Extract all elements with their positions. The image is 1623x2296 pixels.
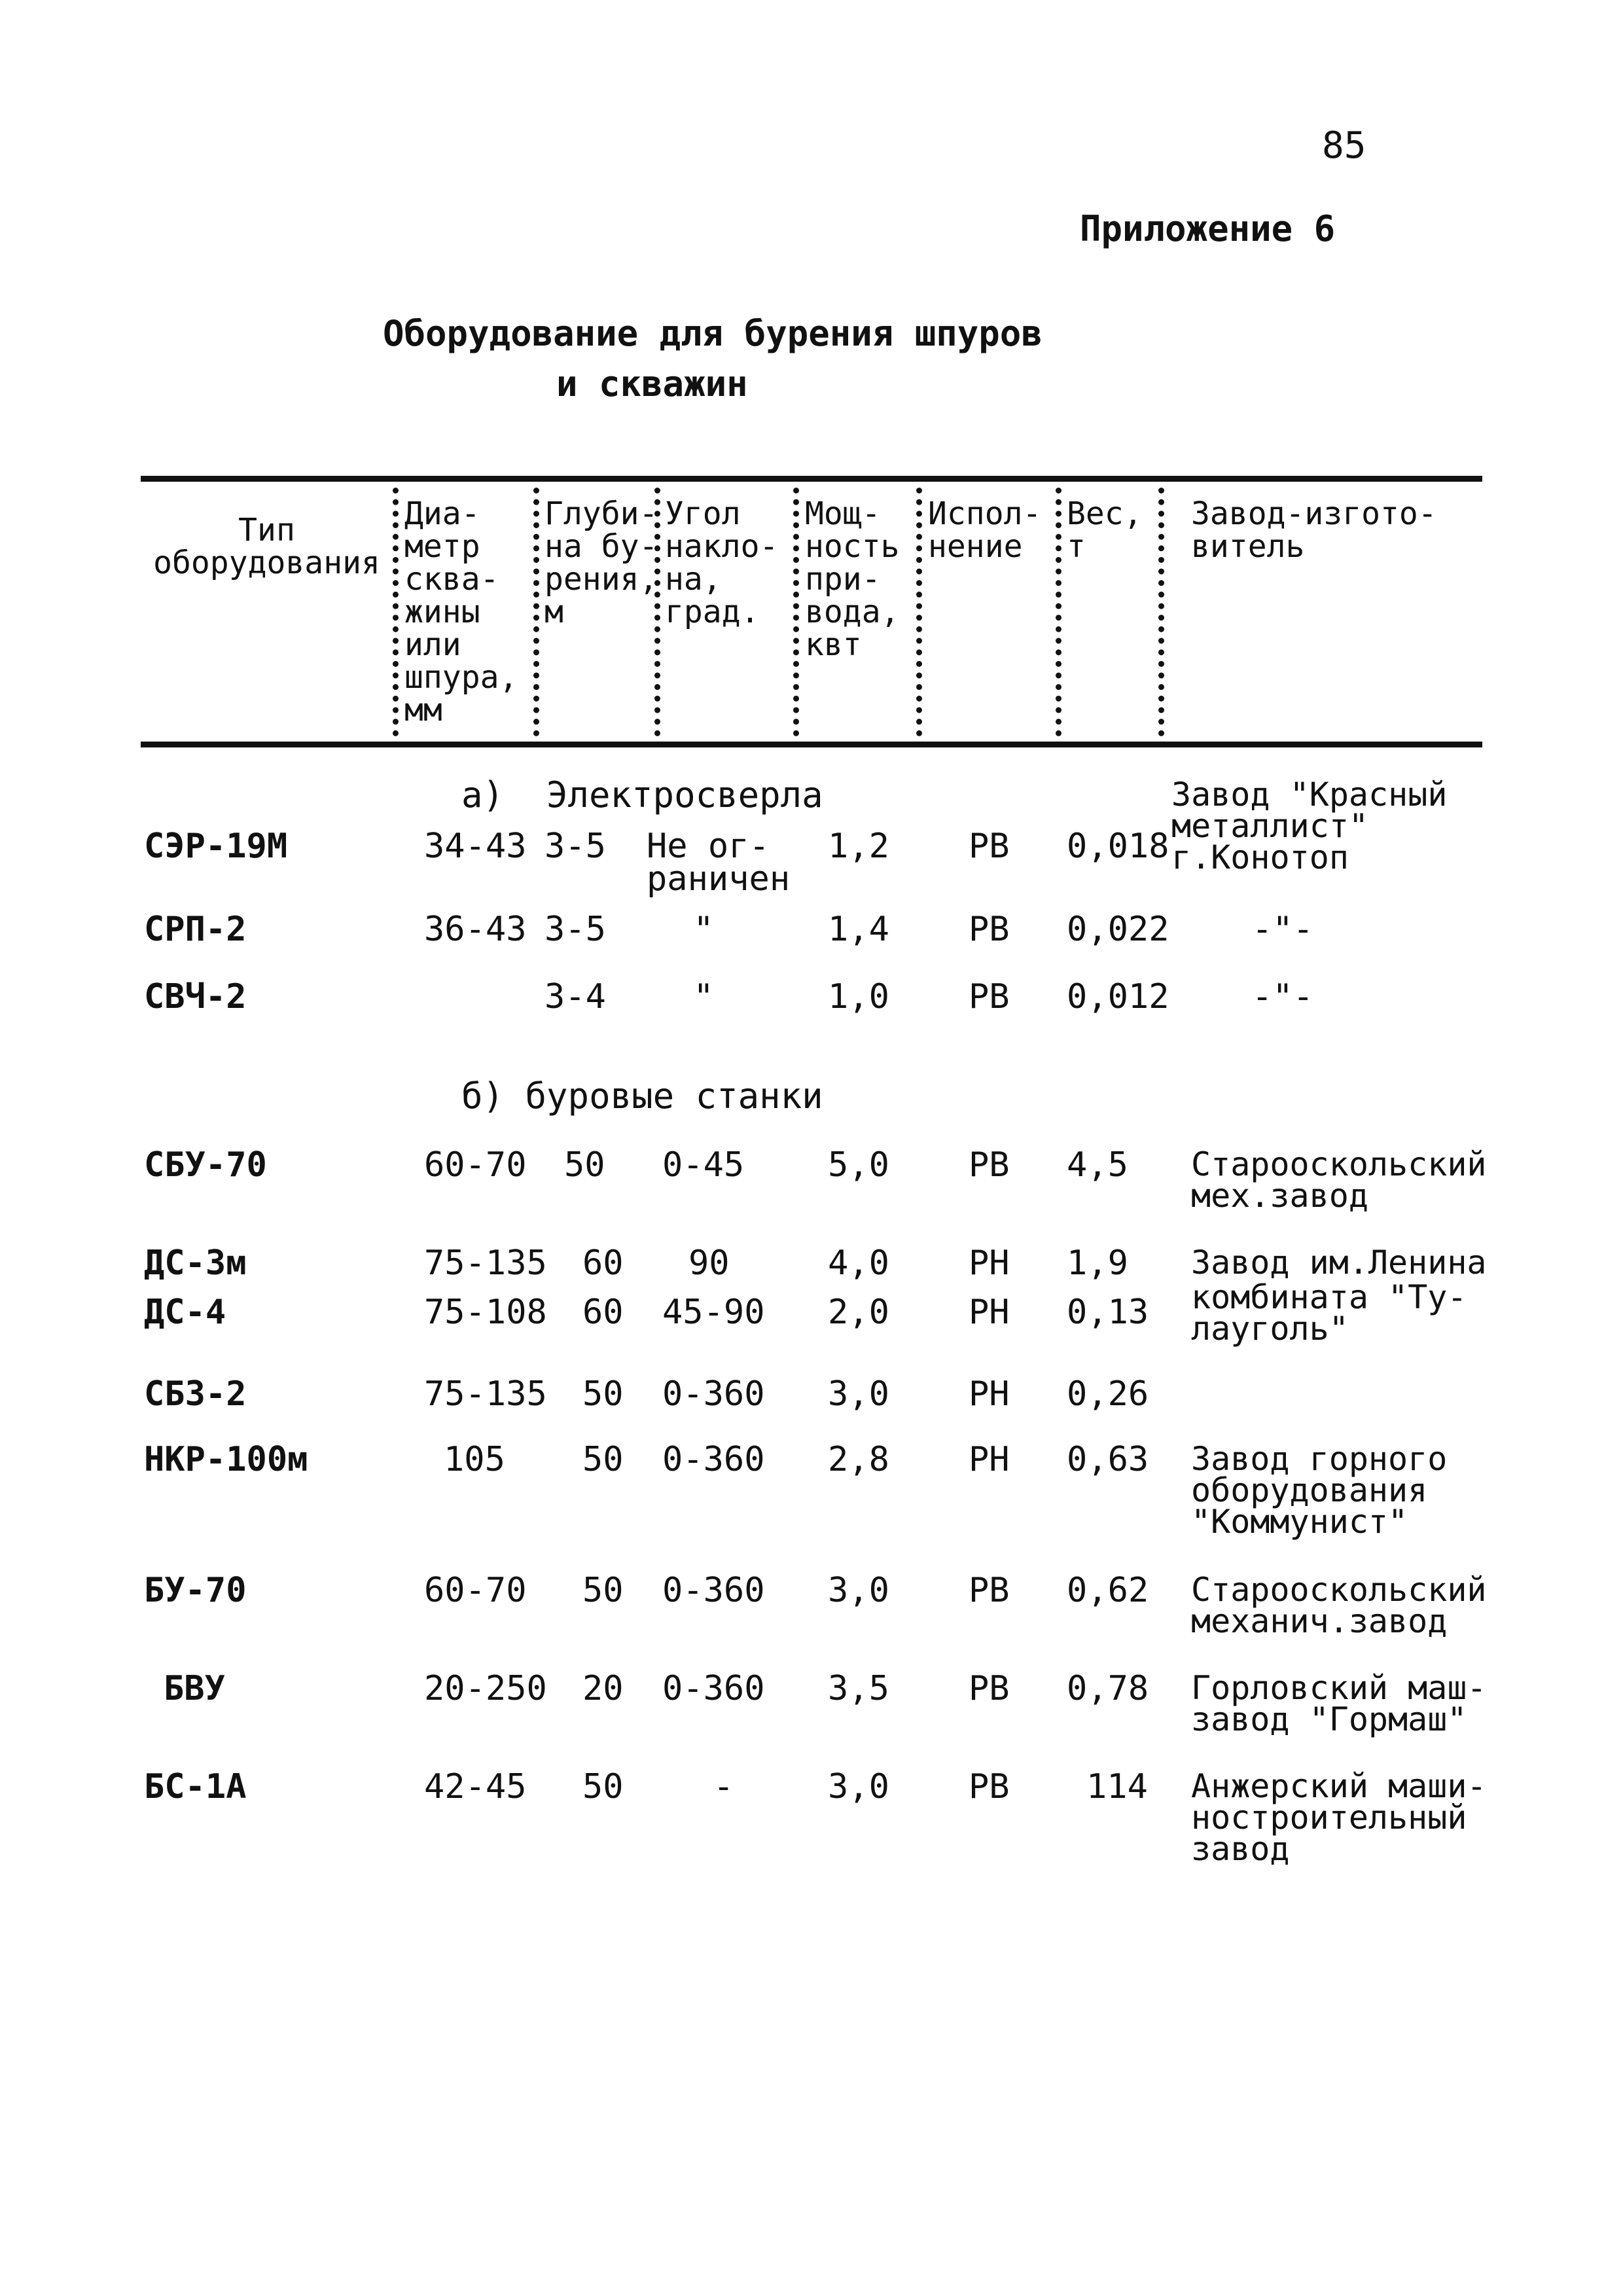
row-execution: РВ	[969, 1145, 1010, 1185]
row-type: БУ-70	[144, 1571, 247, 1610]
row-angle: 0-360	[662, 1374, 765, 1414]
row-diameter: 60-70	[424, 1571, 527, 1610]
row-manufacturer: Завод им.Ленина	[1191, 1244, 1487, 1282]
row-power: 4,0	[828, 1244, 889, 1283]
row-angle: 90	[688, 1244, 730, 1283]
row-depth: 50	[582, 1571, 624, 1610]
row-depth: 3-5	[544, 827, 606, 866]
row-diameter: 75-135	[424, 1374, 547, 1414]
row-depth: 50	[582, 1767, 624, 1806]
row-type: СБЗ-2	[144, 1374, 247, 1414]
row-power: 3,5	[828, 1669, 889, 1708]
row-diameter: 42-45	[424, 1767, 527, 1806]
row-depth: 3-4	[544, 977, 606, 1016]
row-weight: 0,13	[1067, 1293, 1149, 1332]
row-type: БВУ	[164, 1669, 225, 1708]
row-power: 1,4	[828, 910, 889, 949]
row-depth: 50	[582, 1440, 624, 1479]
row-angle: 0-45	[662, 1145, 745, 1185]
row-weight: 0,018	[1067, 827, 1169, 866]
row-type: СРП-2	[144, 910, 247, 949]
row-power: 5,0	[828, 1145, 889, 1185]
row-weight: 0,62	[1067, 1571, 1149, 1610]
table-title-line-2: и скважин	[556, 363, 748, 404]
header-depth: Глуби- на бу- рения, м	[544, 495, 658, 630]
row-diameter: 36-43	[424, 910, 527, 949]
row-execution: РВ	[969, 827, 1010, 866]
header-manufacturer: Завод-изгото- витель	[1191, 495, 1437, 565]
row-power: 1,2	[828, 827, 889, 866]
section-a-label: а)	[461, 774, 505, 816]
row-execution: РН	[969, 1293, 1010, 1332]
row-power: 2,8	[828, 1440, 889, 1479]
row-weight: 0,63	[1067, 1440, 1149, 1479]
row-type: СЭР-19М	[144, 827, 288, 866]
row-type: БС-1А	[144, 1767, 247, 1806]
section-a-manufacturer: Завод "Красный металлист" г.Конотоп	[1171, 776, 1448, 876]
row-type: ДС-4	[144, 1293, 226, 1332]
page-number: 85	[1322, 124, 1366, 167]
row-diameter: 60-70	[424, 1145, 527, 1185]
column-divider	[1056, 488, 1061, 736]
row-diameter: 75-135	[424, 1244, 547, 1283]
row-diameter: 20-250	[424, 1669, 547, 1708]
row-execution: РВ	[969, 1571, 1010, 1610]
row-power: 3,0	[828, 1571, 889, 1610]
row-diameter: 75-108	[424, 1293, 547, 1332]
row-depth: 50	[582, 1374, 624, 1414]
row-manufacturer: Завод горного оборудования "Коммунист"	[1191, 1440, 1448, 1541]
row-manufacturer: Старооскольский механич.завод	[1191, 1571, 1487, 1640]
row-manufacturer: Старооскольский мех.завод	[1191, 1145, 1487, 1215]
row-manufacturer: Анжерский маши- ностроительный завод	[1191, 1767, 1487, 1868]
row-type: ДС-3м	[144, 1244, 247, 1283]
row-manufacturer: комбината "Ту- лауголь"	[1191, 1278, 1467, 1348]
column-divider	[793, 488, 799, 736]
row-manufacturer: Горловский маш- завод "Гормаш"	[1191, 1669, 1487, 1738]
row-manufacturer: -"-	[1252, 910, 1313, 949]
row-depth: 3-5	[544, 910, 606, 949]
row-angle: Не ог- раничен	[647, 827, 791, 899]
row-weight: 0,022	[1067, 910, 1169, 949]
row-depth: 20	[582, 1669, 624, 1708]
row-angle: 0-360	[662, 1440, 765, 1479]
row-weight: 0,012	[1067, 977, 1169, 1016]
row-power: 1,0	[828, 977, 889, 1016]
table-title-line-1: Оборудование для бурения шпуров	[383, 313, 1043, 354]
row-weight: 4,5	[1067, 1145, 1128, 1185]
row-depth: 60	[582, 1293, 624, 1332]
row-type: НКР-100м	[144, 1440, 308, 1479]
row-weight: 1,9	[1067, 1244, 1128, 1283]
row-angle: 45-90	[662, 1293, 765, 1332]
header-execution: Испол- нение	[928, 495, 1042, 565]
header-power: Мощ- ность при- вода, квт	[805, 495, 900, 663]
row-angle: "	[693, 910, 714, 949]
row-manufacturer: -"-	[1252, 977, 1313, 1016]
appendix-label: Приложение 6	[1080, 208, 1336, 249]
row-power: 3,0	[828, 1374, 889, 1414]
header-top-rule	[141, 476, 1482, 482]
row-weight: 0,78	[1067, 1669, 1149, 1708]
row-depth: 50	[564, 1145, 605, 1185]
column-divider	[533, 488, 539, 736]
header-angle: Угол накло- на, град.	[665, 495, 779, 630]
row-execution: РВ	[969, 977, 1010, 1016]
section-a-title: Электросверла	[546, 774, 823, 816]
row-weight: 114	[1086, 1767, 1148, 1806]
row-angle: 0-360	[662, 1669, 765, 1708]
row-execution: РН	[969, 1244, 1010, 1283]
row-diameter: 34-43	[424, 827, 527, 866]
header-diameter: Диа- метр сква- жины или шпура, мм	[404, 495, 518, 728]
row-angle: -	[713, 1767, 734, 1806]
column-divider	[916, 488, 922, 736]
header-bottom-rule	[141, 742, 1482, 747]
row-angle: "	[693, 977, 714, 1016]
row-angle: 0-360	[662, 1571, 765, 1610]
row-execution: РВ	[969, 1767, 1010, 1806]
row-depth: 60	[582, 1244, 624, 1283]
header-type: Тип оборудования	[153, 512, 380, 581]
row-execution: РВ	[969, 1669, 1010, 1708]
row-type: СБУ-70	[144, 1145, 267, 1185]
row-execution: РН	[969, 1374, 1010, 1414]
row-weight: 0,26	[1067, 1374, 1149, 1414]
column-divider	[1158, 488, 1164, 736]
row-power: 3,0	[828, 1767, 889, 1806]
row-power: 2,0	[828, 1293, 889, 1332]
row-type: СВЧ-2	[144, 977, 247, 1016]
header-weight: Вес, т	[1067, 495, 1143, 565]
row-execution: РВ	[969, 910, 1010, 949]
column-divider	[393, 488, 399, 736]
row-execution: РН	[969, 1440, 1010, 1479]
section-b-title: б) буровые станки	[461, 1075, 823, 1117]
row-diameter: 105	[444, 1440, 505, 1479]
